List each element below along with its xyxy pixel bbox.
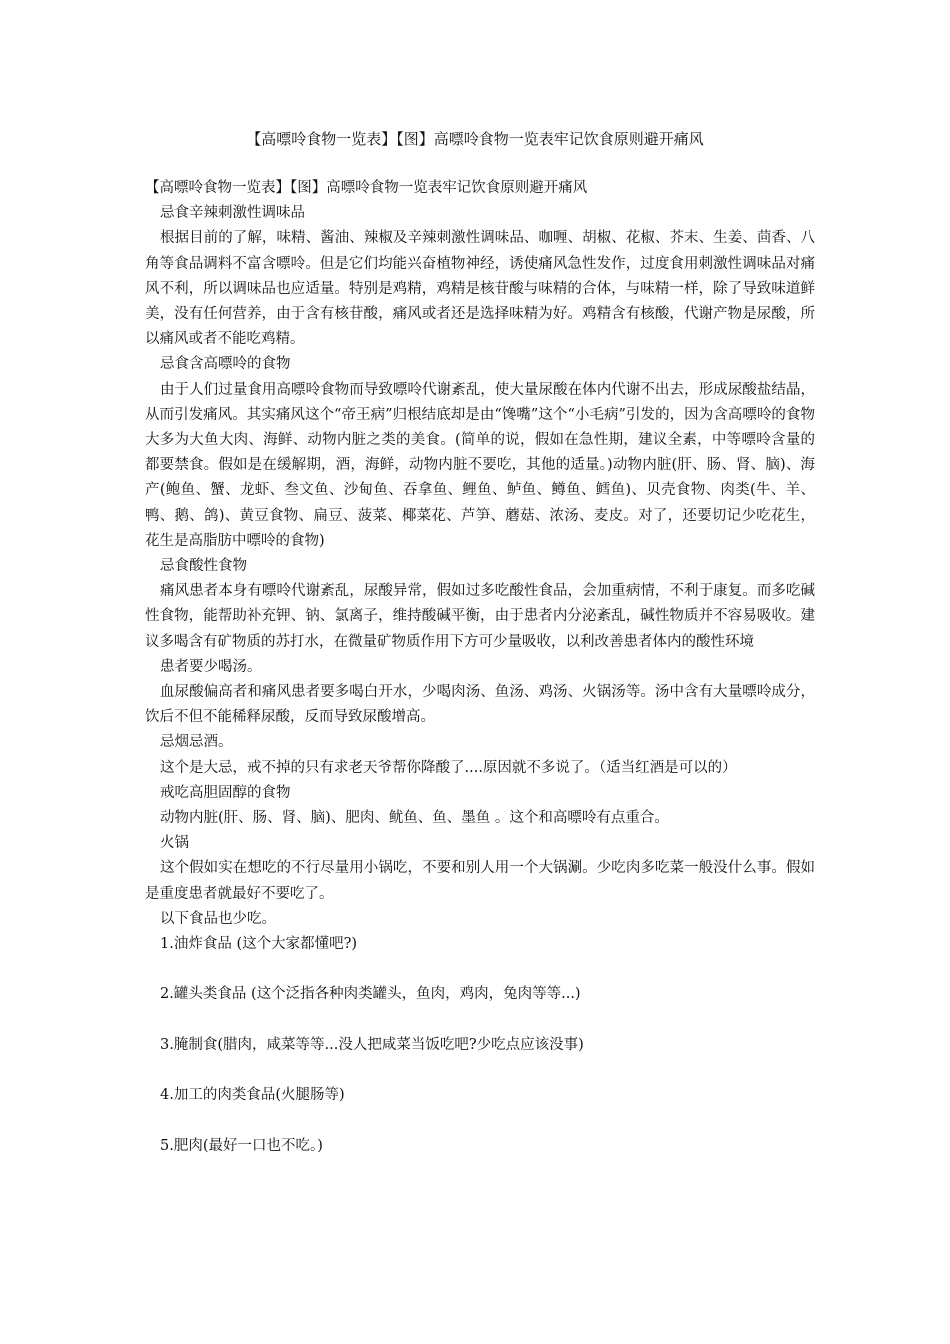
list-item: 5.肥肉(最好一口也不吃。) xyxy=(160,1137,323,1154)
list-item: 3.腌制食(腊肉，咸菜等等...没人把咸菜当饭吃吧?少吃点应该没事) xyxy=(160,1036,584,1053)
section-heading: 忌食酸性食物 xyxy=(160,558,247,575)
document-title: 【高嘌呤食物一览表】【图】高嘌呤食物一览表牢记饮食原则避开痛风 xyxy=(246,130,704,148)
section-heading: 患者要少喝汤。 xyxy=(160,658,262,675)
section-paragraph: 这个假如实在想吃的不行尽量用小锅吃，不要和别人用一个大锅涮。少吃肉多吃菜一般没什么事。假如是重度患者就最好不要吃了。 xyxy=(145,860,815,902)
section-paragraph: 根据目前的了解，味精、酱油、辣椒及辛辣刺激性调味品、咖喱、胡椒、花椒、芥末、生姜、茴香、八角等食品调料不富含嘌呤。但是它们均能兴奋植物神经，诱使痛风急性发作，过度食用刺激性调味品对痛风不利，所以调味品也应适量。特别是鸡精，鸡精是核苷酸与味精的合体，与味精一样，除了导致味道鲜美，没有任何营养，由于含有核苷酸，痛风或者还是选择味精为好。鸡精含有核酸，代谢产物是尿酸，所以痛风或者不能吃鸡精。 xyxy=(145,230,815,348)
list-item: 2.罐头类食品 (这个泛指各种肉类罐头，鱼肉，鸡肉，兔肉等等...) xyxy=(160,986,581,1003)
list-item: 4.加工的肉类食品(火腿肠等) xyxy=(160,1087,345,1104)
section-paragraph: 动物内脏(肝、肠、肾、脑)、肥肉、鱿鱼、鱼、墨鱼 。这个和高嘌呤有点重合。 xyxy=(160,810,669,827)
list-intro: 以下食品也少吃。 xyxy=(160,910,276,927)
section-paragraph: 血尿酸偏高者和痛风患者要多喝白开水，少喝肉汤、鱼汤、鸡汤、火锅汤等。汤中含有大量嘌呤成分，饮后不但不能稀释尿酸，反而导致尿酸增高。 xyxy=(145,684,815,726)
list-item: 1.油炸食品 (这个大家都懂吧?) xyxy=(160,936,358,953)
section-heading: 忌食含高嘌呤的食物 xyxy=(160,356,291,373)
section-paragraph: 这个是大忌，戒不掉的只有求老天爷帮你降酸了....原因就不多说了。（适当红酒是可以的） xyxy=(160,759,737,776)
document-body xyxy=(145,176,815,1184)
section-heading: 火锅 xyxy=(160,835,189,852)
section-paragraph: 由于人们过量食用高嘌呤食物而导致嘌呤代谢紊乱，使大量尿酸在体内代谢不出去，形成尿酸盐结晶，从而引发痛风。其实痛风这个“帝王病”归根结底却是由“馋嘴”这个“小毛病”引发的，因为含高嘌呤的食物大多为大鱼大肉、海鲜、动物内脏之类的美食。(简单的说，假如在急性期，建议全素，中等嘌呤含量的都要禁食。假如是在缓解期，酒，海鲜，动物内脏不要吃，其他的适量。)动物内脏(肝、肠、肾、脑)、海产(鲍鱼、蟹、龙虾、叁文鱼、沙甸鱼、吞拿鱼、鲤鱼、鲈鱼、鳟鱼、鳕鱼)、贝壳食物、肉类(牛、羊、鸭、鹅、鸽)、黄豆食物、扁豆、菠菜、椰菜花、芦笋、蘑菇、浓汤、麦皮。对了，还要切记少吃花生，花生是高脂肪中嘌呤的食物) xyxy=(145,381,815,549)
intro-line: 【高嘌呤食物一览表】【图】高嘌呤食物一览表牢记饮食原则避开痛风 xyxy=(145,180,588,196)
section-heading: 忌食辛辣刺激性调味品 xyxy=(160,205,305,222)
section-heading: 忌烟忌酒。 xyxy=(160,734,233,751)
section-paragraph: 痛风患者本身有嘌呤代谢紊乱，尿酸异常，假如过多吃酸性食品，会加重病情，不利于康复。而多吃碱性食物，能帮助补充钾、钠、氯离子，维持酸碱平衡，由于患者内分泌紊乱，碱性物质并不容易吸收。建议多喝含有矿物质的苏打水，在微量矿物质作用下方可少量吸收，以利改善患者体内的酸性环境 xyxy=(145,583,815,650)
section-heading: 戒吃高胆固醇的食物 xyxy=(160,784,291,801)
